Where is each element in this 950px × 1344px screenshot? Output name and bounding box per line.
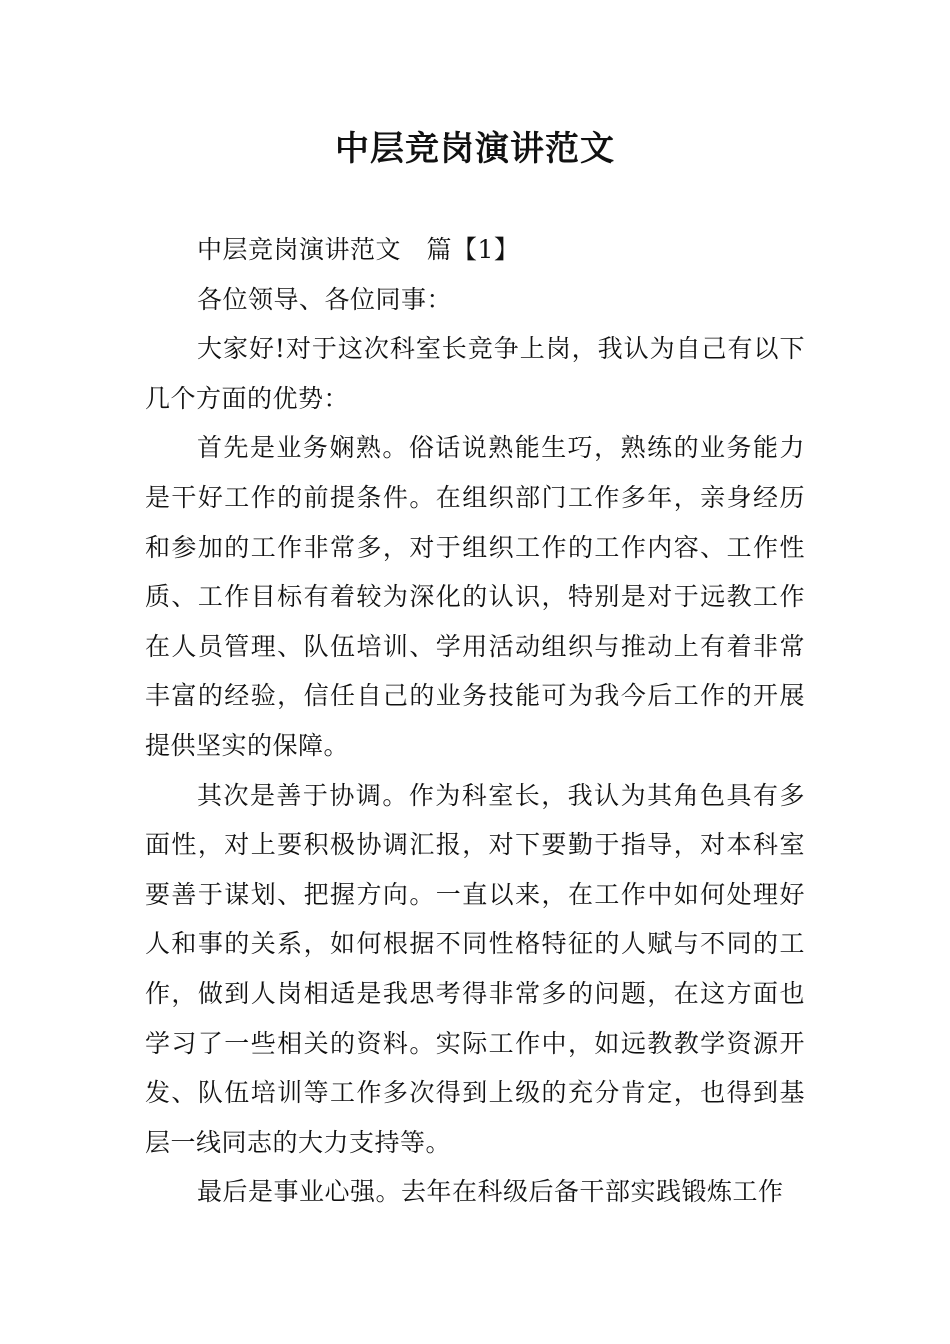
paragraph-greeting: 大家好!对于这次科室长竞争上岗，我认为自己有以下几个方面的优势： [145, 334, 805, 413]
document-title: 中层竞岗演讲范文 [335, 129, 615, 169]
paragraph-first-advantage: 首先是业务娴熟。俗话说熟能生巧，熟练的业务能力是干好工作的前提条件。在组织部门工作多年，亲身经历和参加的工作非常多，对于组织工作的工作内容、工作性质、工作目标有着较为深化的认识，特别是对于远教工作在人员管理、队伍培训、学用活动组织与推动上有着非常丰富的经验，信任自己的业务技能可为我今后工作的开展提供坚实的保障。 [145, 433, 805, 760]
paragraph-third-advantage: 最后是事业心强。去年在科级后备干部实践锻炼工作 [197, 1177, 784, 1207]
section-heading: 中层竞岗演讲范文 篇【1】 [197, 235, 520, 264]
paragraph-second-advantage: 其次是善于协调。作为科室长，我认为其角色具有多面性，对上要积极协调汇报，对下要勤于指导，对本科室要善于谋划、把握方向。一直以来，在工作中如何处理好人和事的关系，如何根据不同性格特征的人赋与不同的工作，做到人岗相适是我思考得非常多的问题，在这方面也学习了一些相关的资料。实际工作中，如远教教学资源开发、队伍培训等工作多次得到上级的充分肯定，也得到基层一线同志的大力支持等。 [145, 780, 805, 1157]
paragraph-salutation: 各位领导、各位同事： [197, 284, 453, 314]
document-body [145, 225, 805, 1217]
